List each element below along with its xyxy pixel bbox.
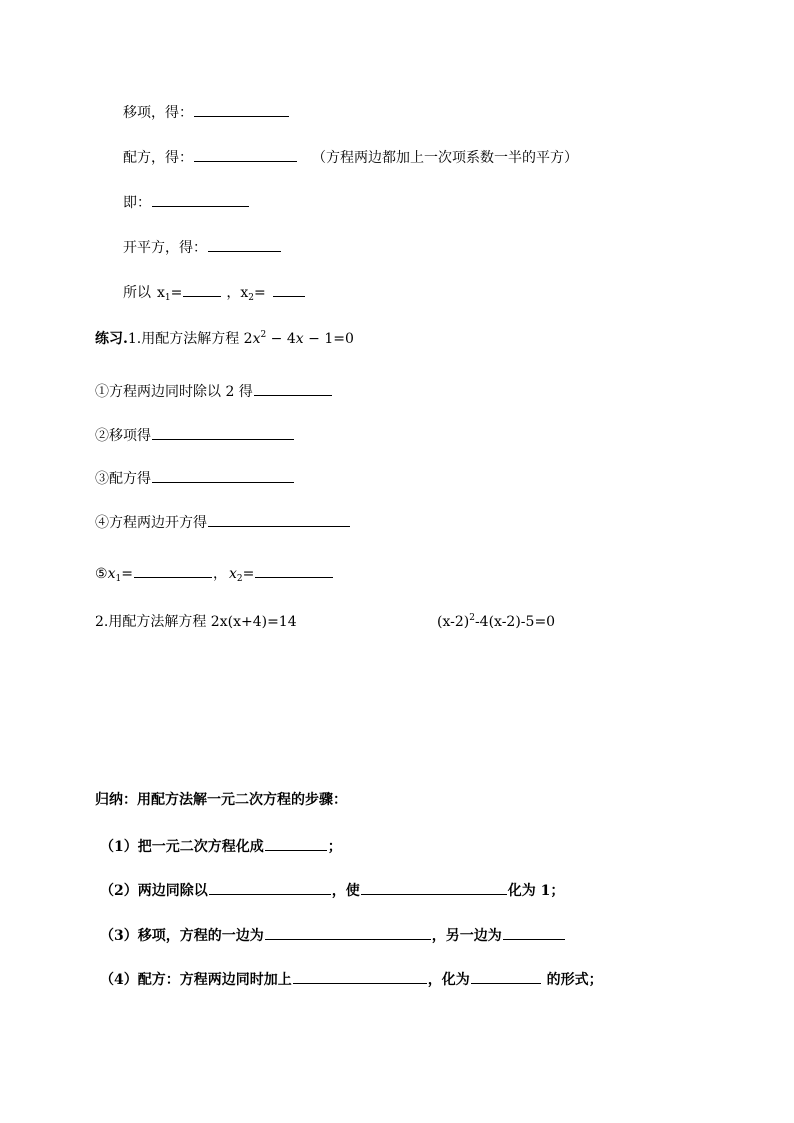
practice-q3-a: (x-2) <box>437 614 470 630</box>
step-that-is-blank[interactable] <box>152 191 249 207</box>
practice-q3-line <box>437 612 555 632</box>
practice-s1-line <box>95 380 333 400</box>
summary-item-3-blank-2[interactable] <box>503 924 565 940</box>
summary-item-4-c: 的形式； <box>541 972 603 988</box>
practice-q2-text: 2.用配方法解方程 2x(x+4)=14 <box>95 614 297 630</box>
practice-s4-blank[interactable] <box>208 511 350 527</box>
practice-s5-x1: x <box>107 566 116 582</box>
summary-item-4-b: ，化为 <box>427 972 470 988</box>
summary-item-4-blank-1[interactable] <box>293 968 427 984</box>
step-sqrt-blank[interactable] <box>208 236 281 252</box>
step-that-is-line <box>123 191 250 211</box>
step-so-x2: x <box>240 285 249 301</box>
summary-item-4 <box>100 968 603 988</box>
practice-s2-label: ②移项得 <box>95 428 151 444</box>
summary-item-1 <box>100 835 342 855</box>
practice-q3-sup: 2 <box>469 613 475 623</box>
practice-s2-line <box>95 424 295 444</box>
step-complete-label: 配方，得： <box>123 150 193 166</box>
practice-s5-comma: ， <box>212 566 227 582</box>
summary-item-1-blank[interactable] <box>265 835 327 851</box>
step-sqrt-label: 开平方，得： <box>123 240 207 256</box>
practice-s5-eq2: = <box>242 566 255 582</box>
practice-s4-line <box>95 511 351 531</box>
practice-s3-label: ③配方得 <box>95 471 151 487</box>
step-so-comma: ， <box>226 285 241 301</box>
summary-item-2-b: ，使 <box>331 883 360 899</box>
practice-q1-end: − 1=0 <box>303 331 354 347</box>
practice-q1-x2: x <box>295 331 304 347</box>
summary-item-2-a: （2）两边同除以 <box>100 883 208 899</box>
step-so-x2-eq: = <box>254 285 266 301</box>
step-complete-note: （方程两边都加上一次项系数一半的平方） <box>312 150 578 166</box>
step-so-x2-sub: 2 <box>248 293 255 303</box>
practice-s4-label: ④方程两边开方得 <box>95 515 207 531</box>
practice-s5-x2-blank[interactable] <box>255 562 333 578</box>
summary-item-3 <box>100 924 566 944</box>
practice-s1-blank[interactable] <box>254 380 332 396</box>
step-move-label: 移项，得： <box>123 105 193 121</box>
summary-title: 归纳：用配方法解一元二次方程的步骤： <box>95 792 347 808</box>
step-so-x1: x <box>157 285 165 301</box>
practice-s5-x2: x <box>228 566 237 582</box>
summary-item-3-a: （3）移项，方程的一边为 <box>100 928 264 944</box>
practice-q3-b: -4(x-2)-5=0 <box>474 614 556 630</box>
step-so-label: 所以 <box>123 285 151 301</box>
practice-q1-mid: − 4 <box>266 331 296 347</box>
summary-item-1-a: （1）把一元二次方程化成 <box>100 839 264 855</box>
summary-item-3-b: ，另一边为 <box>431 928 502 944</box>
practice-q1-sup: 2 <box>260 330 267 340</box>
practice-label: 练习. <box>95 331 128 347</box>
practice-s5-line <box>95 562 334 582</box>
step-so-x1-eq: = <box>170 285 183 301</box>
practice-q2-line <box>95 612 297 632</box>
practice-s5-circ: ⑤ <box>95 566 108 582</box>
step-sqrt-line <box>123 236 282 256</box>
practice-s5-eq1: = <box>121 566 133 582</box>
summary-item-2-blank-1[interactable] <box>209 879 331 895</box>
step-complete-blank[interactable] <box>194 146 297 162</box>
step-so-x2-blank[interactable] <box>273 281 305 297</box>
step-so-x1-sub: 1 <box>164 293 171 303</box>
summary-item-2-c: 化为 1； <box>507 883 565 899</box>
step-complete-line <box>123 146 578 166</box>
step-move-blank[interactable] <box>194 101 289 117</box>
practice-s5-x1-blank[interactable] <box>134 562 212 578</box>
summary-item-3-blank-1[interactable] <box>265 924 431 940</box>
practice-s1-label: ①方程两边同时除以 2 得 <box>95 384 253 400</box>
practice-s5-sub1: 1 <box>115 574 122 584</box>
summary-item-2 <box>100 879 564 899</box>
step-that-is-label: 即： <box>123 195 151 211</box>
summary-item-2-blank-2[interactable] <box>361 879 507 895</box>
practice-q1-line <box>95 329 354 349</box>
step-move-line <box>123 101 290 121</box>
practice-q1-x: x <box>252 331 261 347</box>
step-so-line <box>123 281 306 301</box>
step-so-x1-blank[interactable] <box>183 281 221 297</box>
practice-s5-sub2: 2 <box>236 574 243 584</box>
summary-item-1-b: ； <box>327 839 342 855</box>
summary-item-4-a: （4）配方：方程两边同时加上 <box>100 972 292 988</box>
summary-item-4-blank-2[interactable] <box>471 968 541 984</box>
practice-s2-blank[interactable] <box>152 424 294 440</box>
practice-q1-prefix: 1.用配方法解方程 2 <box>127 331 253 347</box>
practice-s3-blank[interactable] <box>152 467 294 483</box>
practice-s3-line <box>95 467 295 487</box>
